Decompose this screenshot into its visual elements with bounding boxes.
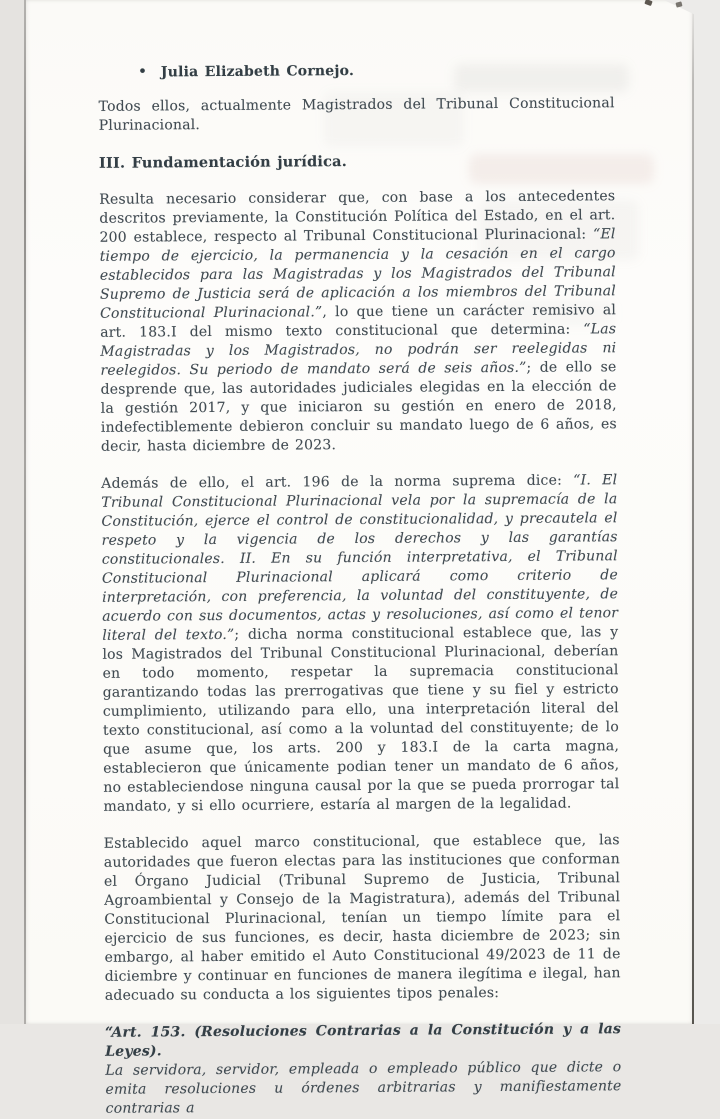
text-run: La servidora, servidor, empleada o empleado público que dicte o emita resoluciones u órdenes arbitrarias y manifiestamente contrarias a <box>105 1059 622 1117</box>
scan-artifact-speck <box>644 0 652 6</box>
document-content <box>98 60 621 1119</box>
text-run: Establecido aquel marco constitucional, que establece que, las autoridades que fueron electas para las instituciones que conforman el Órgano Judicial (Tribunal Supremo de Justicia, Tribunal Agroambiental y Consejo de la Magistratura), además del Tribunal Constitucional Plurinacional, tenían un tiempo límite para el ejercicio de sus funciones, es decir, hasta diciembre de 2023; sin embargo, al haber emitido el Auto Constitucional 49/2023 de 11 de diciembre y continuar en funciones de manera ilegítima e ilegal, han adecuado su conducta a los siguientes tipos penales: <box>103 832 621 1004</box>
paragraphs-container <box>99 187 621 1119</box>
text-run: Resulta necesario considerar que, con base a los antecedentes descritos previamente, la Constitución Política del Estado, en el art. 200 establece, respecto al Tribunal Constitucional Plurinacional: <box>99 188 616 246</box>
document-page <box>24 0 694 1117</box>
list-item <box>138 60 614 82</box>
paragraph <box>101 471 619 817</box>
text-run: “Art. 153. (Resoluciones Contrarias a la Constitución y a las Leyes). <box>105 1021 622 1060</box>
paragraph <box>105 1020 622 1119</box>
paper-left-edge <box>24 0 26 1024</box>
section-heading: III. Fundamentación jurídica. <box>98 153 348 172</box>
text-run: “Las Magistradas y los Magistrados, no podrán ser reelegidas ni reelegidos. Su periodo de mandato será de seis años.” <box>100 321 617 379</box>
text-run: ; dicha norma constitucional establece que, las y los Magistrados del Tribunal Constitucional Plurinacional, deberían en todo momento, respetar la supremacia constitucional garantizando todas las prerrogativas que tiene y su fiel y estricto cumplimiento, utilizando para ello, una interpretación literal del texto constitucional, así como a la voluntad del constituyente; de lo que asume que, los arts. 200 y 183.I de la carta magna, establecieron que únicamente podian tener un mandato de 6 años, no estableciendose ninguna causal por la que se pueda prorrogar tal mandato, y si ello ocurriere, estaría al margen de la legalidad. <box>102 624 620 815</box>
bullet-icon: • <box>138 64 147 80</box>
text-run: Además de ello, el art. 196 de la norma suprema dice: <box>101 472 574 492</box>
text-run: ; de ello se desprende que, las autoridades judiciales elegidas en la elección de la gestión 2017, y que iniciaron su gestión en enero de 2018, indefectiblemente debieron concluir su mandato luego de 6 años, es decir, hasta diciembre de 2023. <box>100 359 617 455</box>
list-item-text: Julia Elizabeth Cornejo. <box>160 63 355 81</box>
text-run: “I. El Tribunal Constitucional Plurinacional vela por la supremacía de la Constitución, ejerce el control de constitucionalidad, y precautela el respeto y la vigencia de los derechos y las garantías constitucionales. II. En su función interpretativa, el Tribunal Constitucional Plurinacional aplicará como criterio de interpretación, con preferencia, la voluntad del constituyente, de acuerdo con sus documentos, actas y resoluciones, así como el tenor literal del texto.” <box>101 472 619 644</box>
text-run: , lo que tiene un carácter remisivo al art. 183.I del mismo texto constitucional que determina: <box>100 302 617 341</box>
paper-right-edge <box>692 0 694 1024</box>
paragraph <box>104 831 621 1006</box>
intro-paragraph: Todos ellos, actualmente Magistrados del Tribunal Constitucional Plurinacional. <box>98 95 615 134</box>
text-run: “El tiempo de ejercicio, la permanencia y la cesación en el cargo establecidos para las Magistradas y los Magistrados del Tribunal Supremo de Justicia será de aplicación a los miembros del Tribunal Constitucional Plurinacional.” <box>99 226 616 322</box>
paragraph <box>99 187 617 457</box>
